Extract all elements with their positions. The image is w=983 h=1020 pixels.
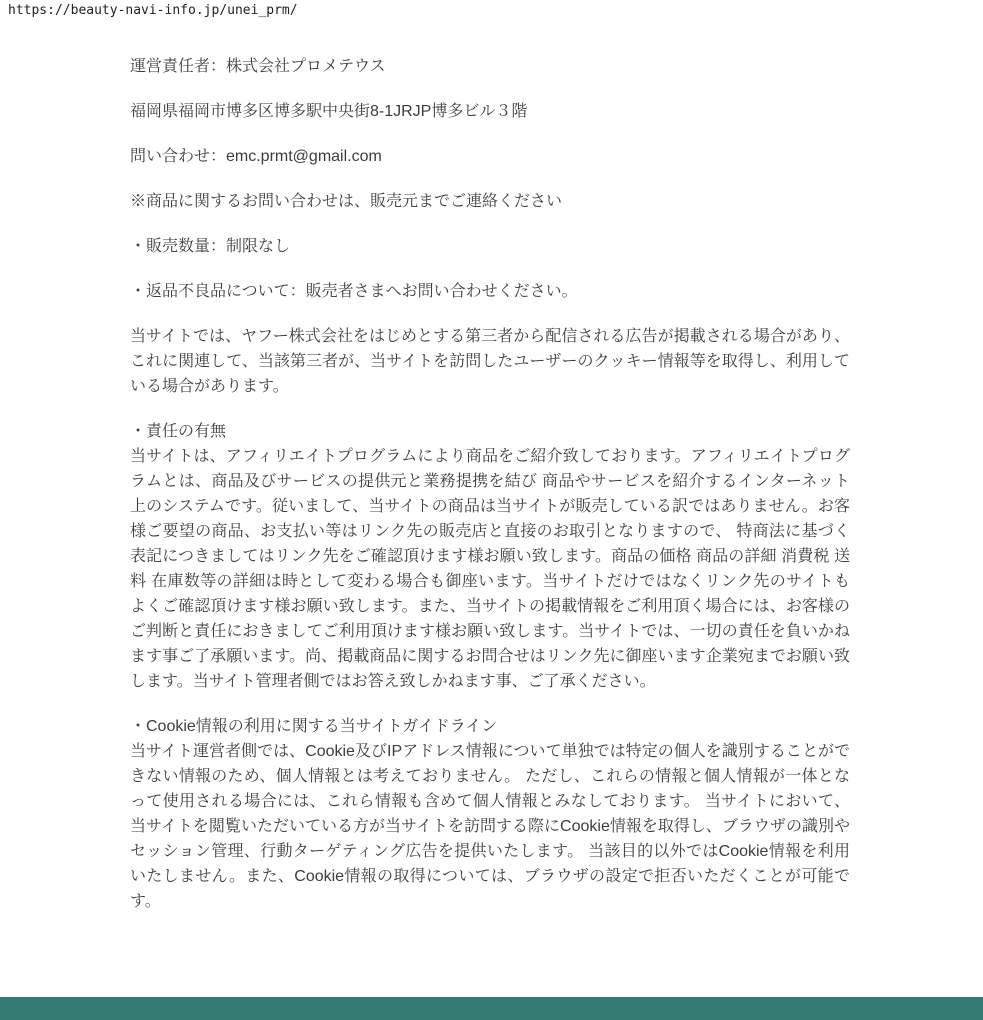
section-responsibility-body: 当サイトは、アフィリエイトプログラムにより商品をご紹介致しております。アフィリエイトプログラムとは、商品及びサービスの提供元と業務提携を結び 商品やサービスを紹介するインターネット上のシステムです。従いまして、当サイトの商品は当サイトが販売している訳ではありません。お客様ご要望の商品、お支払い等はリンク先の販売店と直接のお取引となりますので、 特商法に基づく表記につきましてはリンク先をご確認頂けます様お願い致します。商品の価格 商品の詳細 消費税 送料 在庫数等の詳細は時として変わる場合も御座います。当サイトだけではなくリンク先のサイトもよくご確認頂けます様お願い致します。また、当サイトの掲載情報をご利用頂く場合には、お客様のご判断と責任におきましてご利用頂けます様お願い致します。当サイトでは、一切の責任を負いかねます事ご了承願います。尚、掲載商品に関するお問合せはリンク先に御座います企業宛までお願い致します。当サイト管理者側ではお答え致しかねます事、ご了承ください。 [130,448,850,690]
operator-line: 運営責任者：株式会社プロメテウス [130,58,386,75]
section-responsibility [130,419,850,694]
sales-quantity-line: ・販売数量：制限なし [130,238,291,255]
third-party-ads-paragraph: 当サイトでは、ヤフー株式会社をはじめとする第三者から配信される広告が掲載される場合があり、これに関連して、当該第三者が、当サイトを訪問したユーザーのクッキー情報等を取得し、利用している場合があります。 [130,328,850,395]
returns-line: ・返品不良品について：販売者さまへお問い合わせください。 [130,283,578,300]
product-inquiry-note: ※商品に関するお問い合わせは、販売元までご連絡ください [130,193,563,210]
page-url: https://beauty-navi-info.jp/unei_prm/ [8,3,298,18]
contact-email-line: 問い合わせ：emc.prmt@gmail.com [130,148,382,165]
footer-bar [0,997,983,1020]
section-cookie-heading: ・Cookie情報の利用に関する当サイトガイドライン [130,718,498,735]
address-line: 福岡県福岡市博多区博多駅中央街8-1JRJP博多ビル３階 [130,103,528,120]
content-area [130,54,850,934]
section-cookie-guideline [130,714,850,914]
section-responsibility-heading: ・責任の有無 [130,423,227,440]
section-cookie-body: 当サイト運営者側では、Cookie及びIPアドレス情報について単独では特定の個人を識別することができない情報のため、個人情報とは考えておりません。 ただし、これらの情報と個人情報が一体となって使用される場合には、これら情報も含めて個人情報とみなしております。 当サイトにおいて、当サイトを閲覧いただいている方が当サイトを訪問する際にCookie情報を取得し、ブラウザの識別やセッション管理、行動ターゲティング広告を提供いたします。 当該目的以外ではCookie情報を利用いたしません。また、Cookie情報の取得については、ブラウザの設定で拒否いただくことが可能です。 [130,743,850,910]
